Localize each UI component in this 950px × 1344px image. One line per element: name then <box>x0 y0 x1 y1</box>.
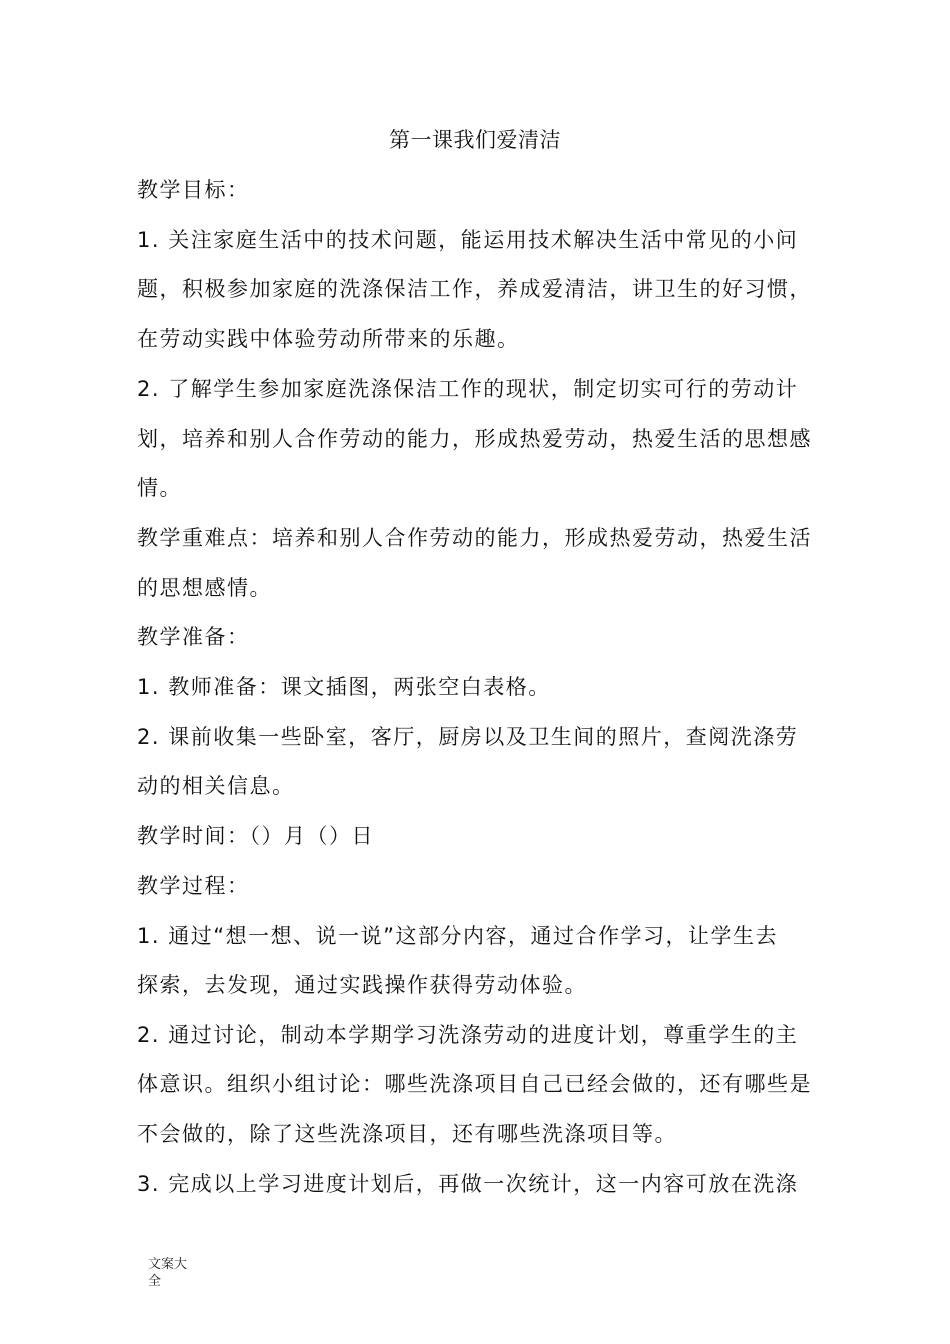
paragraph-line: 1. 教师准备：课文插图，两张空白表格。 <box>137 675 551 699</box>
paragraph-line: 体意识。组织小组讨论：哪些洗涤项目自己已经会做的，还有哪些是 <box>137 1072 812 1096</box>
paragraph-line: 不会做的，除了这些洗涤项目，还有哪些洗涤项目等。 <box>137 1122 677 1146</box>
section-heading-objectives: 教学目标： <box>137 178 250 202</box>
section-heading-time: 教学时间：（）月（）日 <box>137 824 374 848</box>
paragraph-line: 2. 通过讨论，制动本学期学习洗涤劳动的进度计划，尊重学生的主 <box>137 1023 799 1047</box>
paragraph-line: 2. 了解学生参加家庭洗涤保洁工作的现状，制定切实可行的劳动计 <box>137 377 799 401</box>
paragraph-line: 的思想感情。 <box>137 576 272 600</box>
paragraph-line: 动的相关信息。 <box>137 774 295 798</box>
paragraph-line: 1. 关注家庭生活中的技术问题，能运用技术解决生活中常见的小问 <box>137 228 799 252</box>
paragraph-line: 情。 <box>137 476 182 500</box>
paragraph-line: 在劳动实践中体验劳动所带来的乐趣。 <box>137 327 520 351</box>
paragraph-line: 2. 课前收集一些卧室，客厅，厨房以及卫生间的照片，查阅洗涤劳 <box>137 725 799 749</box>
paragraph-line: 探索，去发现，通过实践操作获得劳动体验。 <box>137 973 587 997</box>
paragraph-line: 划，培养和别人合作劳动的能力，形成热爱劳动，热爱生活的思想感 <box>137 427 812 451</box>
document-title: 第一课我们爱清洁 <box>389 128 561 152</box>
paragraph-line: 题，积极参加家庭的洗涤保洁工作，养成爱清洁，讲卫生的好习惯， <box>137 277 812 301</box>
page-footer: 文案大全 <box>148 1257 188 1289</box>
paragraph-line: 3. 完成以上学习进度计划后，再做一次统计，这一内容可放在洗涤 <box>137 1172 799 1196</box>
section-heading-key-points: 教学重难点：培养和别人合作劳动的能力，形成热爱劳动，热爱生活 <box>137 526 812 550</box>
paragraph-line: 1. 通过“想一想、说一说”这部分内容，通过合作学习，让学生去 <box>137 924 778 948</box>
section-heading-process: 教学过程： <box>137 874 250 898</box>
section-heading-preparation: 教学准备： <box>137 625 250 649</box>
